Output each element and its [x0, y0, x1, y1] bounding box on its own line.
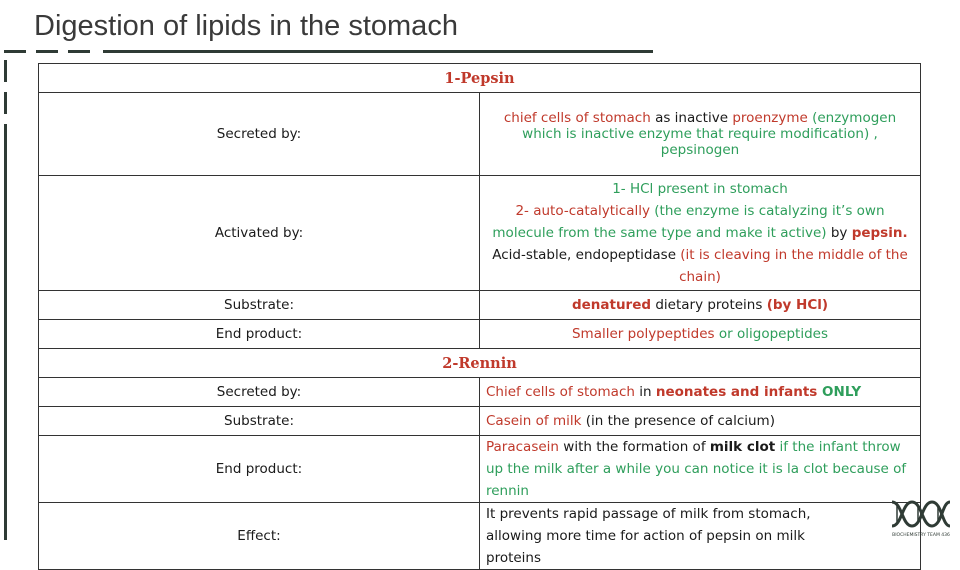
- title-underline-dash: [4, 50, 26, 53]
- row-label: Substrate:: [39, 291, 480, 320]
- table-row: [39, 64, 921, 93]
- table-row: [39, 349, 921, 378]
- title-underline-dash: [68, 50, 90, 53]
- row-label: End product:: [39, 436, 480, 503]
- title-underline: [103, 50, 653, 53]
- table-row: [39, 436, 921, 503]
- rennin-header: 2-Rennin: [39, 349, 921, 378]
- dna-icon: [888, 496, 954, 538]
- rennin-substrate-value: Casein of milk (in the presence of calcium): [480, 407, 921, 436]
- team-logo: [888, 496, 954, 538]
- page-title: Digestion of lipids in the stomach: [34, 10, 458, 42]
- left-border-dash: [4, 92, 7, 114]
- rennin-effect-value: It prevents rapid passage of milk from stomach, allowing more time for action of pepsin on milk proteins: [480, 503, 921, 570]
- table-row: [39, 378, 921, 407]
- row-label: Secreted by:: [39, 93, 480, 176]
- pepsin-activated-value: 1- HCl present in stomach 2- auto-catalytically (the enzyme is catalyzing it’s own molecule from the same type and make it active) by pepsin. Acid-stable, endopeptidase (it is cleaving in the middle of the chain): [480, 176, 921, 291]
- pepsin-substrate-value: denatured dietary proteins (by HCl): [480, 291, 921, 320]
- left-border-dash: [4, 60, 7, 82]
- rennin-end-product-value: Paracasein with the formation of milk clot if the infant throw up the milk after a while you can notice it is la clot because of rennin: [480, 436, 921, 503]
- enzyme-table: [38, 63, 921, 570]
- pepsin-header: 1-Pepsin: [39, 64, 921, 93]
- row-label: End product:: [39, 320, 480, 349]
- row-label: Activated by:: [39, 176, 480, 291]
- row-label: Secreted by:: [39, 378, 480, 407]
- title-underline-dash: [36, 50, 58, 53]
- rennin-secreted-value: Chief cells of stomach in neonates and infants ONLY: [480, 378, 921, 407]
- left-border-dash: [4, 124, 7, 540]
- pepsin-end-product-value: Smaller polypeptides or oligopeptides: [480, 320, 921, 349]
- table-row: [39, 320, 921, 349]
- table-row: [39, 176, 921, 291]
- row-label: Effect:: [39, 503, 480, 570]
- table-row: [39, 407, 921, 436]
- table-row: [39, 93, 921, 176]
- pepsin-secreted-value: chief cells of stomach as inactive proenzyme (enzymogen which is inactive enzyme that require modification) , pepsinogen: [480, 93, 921, 176]
- row-label: Substrate:: [39, 407, 480, 436]
- table-row: [39, 291, 921, 320]
- logo-caption: BIOCHEMISTRY TEAM 436: [892, 533, 950, 538]
- table-row: [39, 503, 921, 570]
